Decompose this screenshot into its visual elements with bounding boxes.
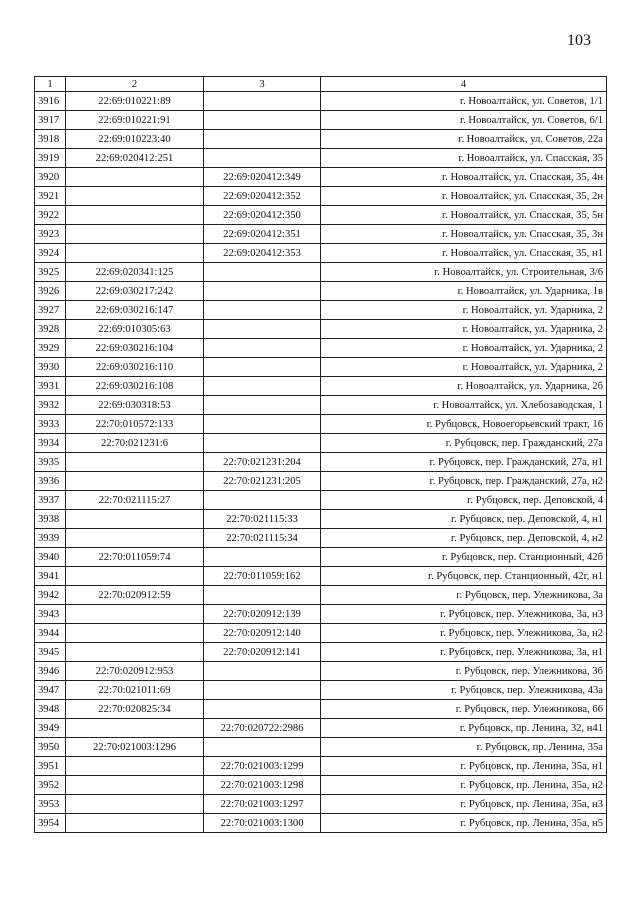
parcel-cadastral-cell: 22:70:021115:27 [66, 491, 204, 510]
premises-cadastral-cell [204, 320, 321, 339]
address-cell: г. Новоалтайск, ул. Хлебозаводская, 1 [321, 396, 607, 415]
premises-cadastral-cell: 22:70:011059:162 [204, 567, 321, 586]
row-number-cell: 3922 [35, 206, 66, 225]
parcel-cadastral-cell [66, 776, 204, 795]
premises-cadastral-cell [204, 263, 321, 282]
address-cell: г. Новоалтайск, ул. Строительная, 3/6 [321, 263, 607, 282]
address-cell: г. Новоалтайск, ул. Ударника, 2б [321, 377, 607, 396]
premises-cadastral-cell: 22:70:021003:1299 [204, 757, 321, 776]
row-number-cell: 3926 [35, 282, 66, 301]
address-cell: г. Рубцовск, пер. Деповской, 4, н1 [321, 510, 607, 529]
address-cell: г. Рубцовск, пер. Станционный, 42г, н1 [321, 567, 607, 586]
row-number-cell: 3923 [35, 225, 66, 244]
address-cell: г. Рубцовск, Новоегорьевский тракт, 16 [321, 415, 607, 434]
row-number-cell: 3944 [35, 624, 66, 643]
table-row [35, 605, 607, 624]
table-row [35, 776, 607, 795]
address-cell: г. Новоалтайск, ул. Советов, 6/1 [321, 111, 607, 130]
address-cell: г. Рубцовск, пер. Улежникова, 3а, н3 [321, 605, 607, 624]
row-number-cell: 3951 [35, 757, 66, 776]
table-row [35, 719, 607, 738]
parcel-cadastral-cell: 22:70:020825:34 [66, 700, 204, 719]
address-cell: г. Новоалтайск, ул. Ударника, 2 [321, 320, 607, 339]
address-cell: г. Рубцовск, пр. Ленина, 35а, н3 [321, 795, 607, 814]
row-number-cell: 3931 [35, 377, 66, 396]
parcel-cadastral-cell [66, 206, 204, 225]
address-cell: г. Новоалтайск, ул. Спасская, 35, 2н [321, 187, 607, 206]
parcel-cadastral-cell: 22:69:020341:125 [66, 263, 204, 282]
premises-cadastral-cell [204, 396, 321, 415]
column-header: 3 [204, 77, 321, 92]
premises-cadastral-cell: 22:69:020412:351 [204, 225, 321, 244]
parcel-cadastral-cell [66, 605, 204, 624]
table-row [35, 434, 607, 453]
address-cell: г. Рубцовск, пр. Ленина, 35а, н1 [321, 757, 607, 776]
address-cell: г. Рубцовск, пер. Гражданский, 27а, н1 [321, 453, 607, 472]
address-cell: г. Рубцовск, пер. Гражданский, 27а, н2 [321, 472, 607, 491]
table-body [35, 92, 607, 833]
address-cell: г. Новоалтайск, ул. Спасская, 35 [321, 149, 607, 168]
parcel-cadastral-cell [66, 510, 204, 529]
row-number-cell: 3953 [35, 795, 66, 814]
parcel-cadastral-cell: 22:69:030216:108 [66, 377, 204, 396]
address-cell: г. Рубцовск, пер. Гражданский, 27а [321, 434, 607, 453]
parcel-cadastral-cell: 22:69:030216:104 [66, 339, 204, 358]
row-number-cell: 3916 [35, 92, 66, 111]
table-row [35, 92, 607, 111]
premises-cadastral-cell [204, 92, 321, 111]
table-row [35, 586, 607, 605]
parcel-cadastral-cell: 22:69:010223:40 [66, 130, 204, 149]
table-row [35, 187, 607, 206]
parcel-cadastral-cell [66, 624, 204, 643]
address-cell: г. Новоалтайск, ул. Ударника, 2 [321, 358, 607, 377]
table-row [35, 491, 607, 510]
row-number-cell: 3939 [35, 529, 66, 548]
parcel-cadastral-cell [66, 795, 204, 814]
parcel-cadastral-cell [66, 757, 204, 776]
row-number-cell: 3947 [35, 681, 66, 700]
table-row [35, 206, 607, 225]
premises-cadastral-cell [204, 358, 321, 377]
parcel-cadastral-cell [66, 472, 204, 491]
row-number-cell: 3919 [35, 149, 66, 168]
parcel-cadastral-cell: 22:70:021231:6 [66, 434, 204, 453]
row-number-cell: 3946 [35, 662, 66, 681]
premises-cadastral-cell [204, 434, 321, 453]
table-row [35, 624, 607, 643]
parcel-cadastral-cell: 22:69:030217:242 [66, 282, 204, 301]
address-cell: г. Новоалтайск, ул. Спасская, 35, н1 [321, 244, 607, 263]
address-cell: г. Рубцовск, пер. Улежникова, 3а, н1 [321, 643, 607, 662]
address-cell: г. Рубцовск, пер. Улежникова, 43а [321, 681, 607, 700]
table-row [35, 795, 607, 814]
premises-cadastral-cell: 22:70:021003:1300 [204, 814, 321, 833]
premises-cadastral-cell [204, 130, 321, 149]
row-number-cell: 3941 [35, 567, 66, 586]
parcel-cadastral-cell: 22:69:030216:147 [66, 301, 204, 320]
premises-cadastral-cell [204, 282, 321, 301]
premises-cadastral-cell: 22:69:020412:349 [204, 168, 321, 187]
premises-cadastral-cell [204, 377, 321, 396]
address-cell: г. Рубцовск, пр. Ленина, 35а, н5 [321, 814, 607, 833]
row-number-cell: 3949 [35, 719, 66, 738]
address-cell: г. Новоалтайск, ул. Советов, 22а [321, 130, 607, 149]
premises-cadastral-cell: 22:70:021231:205 [204, 472, 321, 491]
parcel-cadastral-cell: 22:70:010572:133 [66, 415, 204, 434]
premises-cadastral-cell [204, 149, 321, 168]
row-number-cell: 3925 [35, 263, 66, 282]
table-row [35, 472, 607, 491]
address-cell: г. Новоалтайск, ул. Ударника, 2 [321, 301, 607, 320]
row-number-cell: 3937 [35, 491, 66, 510]
address-cell: г. Рубцовск, пер. Деповской, 4 [321, 491, 607, 510]
premises-cadastral-cell: 22:70:020912:140 [204, 624, 321, 643]
column-header: 2 [66, 77, 204, 92]
table-row [35, 244, 607, 263]
address-cell: г. Рубцовск, пер. Улежникова, 3б [321, 662, 607, 681]
premises-cadastral-cell: 22:70:021003:1298 [204, 776, 321, 795]
address-cell: г. Рубцовск, пр. Ленина, 35а, н2 [321, 776, 607, 795]
premises-cadastral-cell: 22:69:020412:353 [204, 244, 321, 263]
row-number-cell: 3927 [35, 301, 66, 320]
premises-cadastral-cell [204, 700, 321, 719]
address-cell: г. Рубцовск, пер. Улежникова, 66 [321, 700, 607, 719]
address-cell: г. Рубцовск, пр. Ленина, 35а [321, 738, 607, 757]
parcel-cadastral-cell: 22:70:021003:1296 [66, 738, 204, 757]
address-cell: г. Рубцовск, пер. Деповской, 4, н2 [321, 529, 607, 548]
premises-cadastral-cell [204, 111, 321, 130]
premises-cadastral-cell [204, 662, 321, 681]
row-number-cell: 3924 [35, 244, 66, 263]
table-row [35, 700, 607, 719]
address-cell: г. Новоалтайск, ул. Спасская, 35, 4н [321, 168, 607, 187]
parcel-cadastral-cell: 22:69:020412:251 [66, 149, 204, 168]
table-row [35, 225, 607, 244]
page-number: 103 [567, 32, 591, 49]
parcel-cadastral-cell [66, 567, 204, 586]
premises-cadastral-cell [204, 415, 321, 434]
row-number-cell: 3920 [35, 168, 66, 187]
row-number-cell: 3932 [35, 396, 66, 415]
row-number-cell: 3938 [35, 510, 66, 529]
parcel-cadastral-cell [66, 643, 204, 662]
premises-cadastral-cell [204, 738, 321, 757]
address-cell: г. Новоалтайск, ул. Спасская, 35, 5н [321, 206, 607, 225]
premises-cadastral-cell [204, 548, 321, 567]
table-row [35, 358, 607, 377]
row-number-cell: 3945 [35, 643, 66, 662]
row-number-cell: 3943 [35, 605, 66, 624]
address-cell: г. Новоалтайск, ул. Ударника, 2 [321, 339, 607, 358]
premises-cadastral-cell [204, 586, 321, 605]
table-row [35, 757, 607, 776]
table-row [35, 643, 607, 662]
premises-cadastral-cell [204, 681, 321, 700]
parcel-cadastral-cell [66, 453, 204, 472]
row-number-cell: 3929 [35, 339, 66, 358]
address-cell: г. Новоалтайск, ул. Спасская, 35, 3н [321, 225, 607, 244]
premises-cadastral-cell: 22:70:020912:141 [204, 643, 321, 662]
address-cell: г. Рубцовск, пер. Улежникова, 3а, н2 [321, 624, 607, 643]
premises-cadastral-cell [204, 491, 321, 510]
address-cell: г. Рубцовск, пер. Станционный, 42б [321, 548, 607, 567]
parcel-cadastral-cell: 22:69:010221:89 [66, 92, 204, 111]
column-header: 1 [35, 77, 66, 92]
table-row [35, 263, 607, 282]
address-cell: г. Рубцовск, пр. Ленина, 32, н41 [321, 719, 607, 738]
table-row [35, 415, 607, 434]
table-row [35, 510, 607, 529]
row-number-cell: 3954 [35, 814, 66, 833]
parcel-cadastral-cell [66, 814, 204, 833]
table-row [35, 529, 607, 548]
parcel-cadastral-cell: 22:69:030216:110 [66, 358, 204, 377]
row-number-cell: 3933 [35, 415, 66, 434]
premises-cadastral-cell: 22:70:021231:204 [204, 453, 321, 472]
address-cell: г. Новоалтайск, ул. Советов, 1/1 [321, 92, 607, 111]
row-number-cell: 3934 [35, 434, 66, 453]
row-number-cell: 3930 [35, 358, 66, 377]
row-number-cell: 3921 [35, 187, 66, 206]
row-number-cell: 3928 [35, 320, 66, 339]
parcel-cadastral-cell: 22:70:021011:69 [66, 681, 204, 700]
table-row [35, 168, 607, 187]
parcel-cadastral-cell: 22:70:020912:59 [66, 586, 204, 605]
table-row [35, 320, 607, 339]
premises-cadastral-cell: 22:70:021115:34 [204, 529, 321, 548]
parcel-cadastral-cell: 22:69:010305:63 [66, 320, 204, 339]
table-row [35, 130, 607, 149]
table-row [35, 149, 607, 168]
parcel-cadastral-cell [66, 244, 204, 263]
table-row [35, 396, 607, 415]
parcel-cadastral-cell: 22:69:030318:53 [66, 396, 204, 415]
table-header-row [35, 77, 607, 92]
registry-table [34, 76, 607, 833]
table-row [35, 339, 607, 358]
premises-cadastral-cell: 22:69:020412:352 [204, 187, 321, 206]
row-number-cell: 3918 [35, 130, 66, 149]
row-number-cell: 3942 [35, 586, 66, 605]
column-header: 4 [321, 77, 607, 92]
row-number-cell: 3917 [35, 111, 66, 130]
row-number-cell: 3952 [35, 776, 66, 795]
parcel-cadastral-cell [66, 187, 204, 206]
row-number-cell: 3948 [35, 700, 66, 719]
table-row [35, 681, 607, 700]
table-row [35, 111, 607, 130]
table-row [35, 282, 607, 301]
address-cell: г. Новоалтайск, ул. Ударника, 1в [321, 282, 607, 301]
parcel-cadastral-cell [66, 529, 204, 548]
parcel-cadastral-cell: 22:69:010221:91 [66, 111, 204, 130]
table-row [35, 567, 607, 586]
table-row [35, 377, 607, 396]
parcel-cadastral-cell [66, 168, 204, 187]
parcel-cadastral-cell: 22:70:020912:953 [66, 662, 204, 681]
table-row [35, 301, 607, 320]
parcel-cadastral-cell [66, 225, 204, 244]
address-cell: г. Рубцовск, пер. Улежникова, 3а [321, 586, 607, 605]
table-row [35, 548, 607, 567]
parcel-cadastral-cell [66, 719, 204, 738]
table-row [35, 738, 607, 757]
row-number-cell: 3950 [35, 738, 66, 757]
premises-cadastral-cell: 22:70:021003:1297 [204, 795, 321, 814]
premises-cadastral-cell: 22:70:020912:139 [204, 605, 321, 624]
premises-cadastral-cell: 22:70:021115:33 [204, 510, 321, 529]
table-row [35, 453, 607, 472]
premises-cadastral-cell: 22:70:020722:2986 [204, 719, 321, 738]
premises-cadastral-cell [204, 339, 321, 358]
row-number-cell: 3935 [35, 453, 66, 472]
parcel-cadastral-cell: 22:70:011059:74 [66, 548, 204, 567]
premises-cadastral-cell: 22:69:020412:350 [204, 206, 321, 225]
row-number-cell: 3940 [35, 548, 66, 567]
table-row [35, 662, 607, 681]
premises-cadastral-cell [204, 301, 321, 320]
table-row [35, 814, 607, 833]
row-number-cell: 3936 [35, 472, 66, 491]
